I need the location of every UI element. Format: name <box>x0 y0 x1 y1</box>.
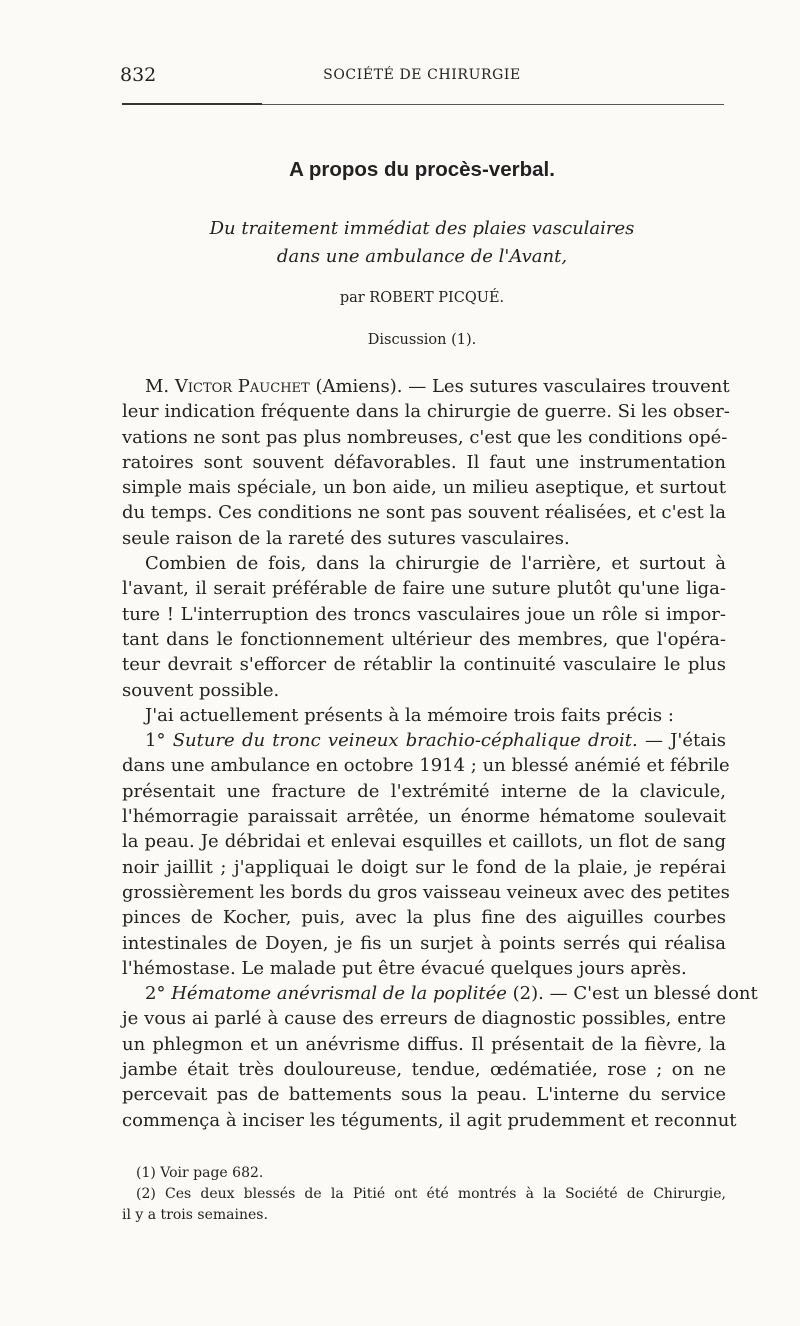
text-line-part: — J'étais <box>644 730 726 752</box>
text-line: tant dans le fonctionnement ultérieur des membres, que l'opéra- <box>122 628 726 650</box>
text-line: leur indication fréquente dans la chirurgie de guerre. Si les obser- <box>122 401 730 423</box>
article-subtitle-line-2: dans une ambulance de l'Avant, <box>276 246 568 267</box>
text-line: la peau. Je débridai et enlevai esquilles et caillots, un flot de sang <box>122 831 726 853</box>
text-line: un phlegmon et un anévrisme diffus. Il présentait de la fièvre, la <box>122 1033 726 1055</box>
text-line: intestinales de Doyen, je fis un surjet à points serrés qui réalisa <box>122 932 726 954</box>
running-header <box>120 64 724 94</box>
text-line: simple mais spéciale, un bon aide, un milieu aseptique, et surtout <box>122 477 726 499</box>
text-line: présentait une fracture de l'extrémité interne de la clavicule, <box>122 780 726 802</box>
case-title: Suture du tronc veineux brachio-céphalique droit. <box>172 730 638 752</box>
footnote-2-continued: il y a trois semaines. <box>122 1207 268 1223</box>
case-number: 2° <box>145 983 166 1005</box>
text-line: percevait pas de battements sous la peau. L'interne du service <box>122 1084 726 1106</box>
text-line: l'hémorragie paraissait arrêtée, un énorme hématome soulevait <box>122 806 726 828</box>
footnote-2: (2) Ces deux blessés de la Pitié ont été montrés à la Société de Chirurgie, <box>136 1186 726 1202</box>
text-line: l'avant, il serait préférable de faire une suture plutôt qu'une liga- <box>122 578 726 600</box>
text-line: J'ai actuellement présents à la mémoire trois faits précis : <box>145 704 674 726</box>
running-head: SOCIÉTÉ DE CHIRURGIE <box>323 67 521 83</box>
text-line: vations ne sont pas plus nombreuses, c'est que les conditions opé- <box>122 426 728 448</box>
footnote-1: (1) Voir page 682. <box>136 1165 264 1181</box>
header-rule-right <box>262 104 724 105</box>
case-number: 1° <box>145 730 166 752</box>
byline: par ROBERT PICQUÉ. <box>339 290 505 306</box>
text-line: du temps. Ces conditions ne sont pas souvent réalisées, et c'est la <box>122 502 726 524</box>
text-line: grossièrement les bords du gros vaisseau veineux avec des petites <box>122 881 730 903</box>
text-line: dans une ambulance en octobre 1914 ; un blessé anémié et fébrile <box>122 755 730 777</box>
speaker-place: (Amiens). <box>315 376 403 397</box>
text-line: l'hémostase. Le malade put être évacué quelques jours après. <box>122 957 687 979</box>
text-line <box>122 728 726 753</box>
text-line: seule raison de la rareté des sutures vasculaires. <box>122 527 570 549</box>
text-line <box>122 981 758 1006</box>
discussion-label: Discussion (1). <box>367 332 477 348</box>
text-line: jambe était très douloureuse, tendue, œdématiée, rose ; on ne <box>122 1059 726 1081</box>
article-subtitle-line-1: Du traitement immédiat des plaies vasculaires <box>209 218 635 239</box>
body-text <box>122 374 758 1133</box>
text-line: teur devrait s'efforcer de rétablir la continuité vasculaire le plus <box>122 654 726 676</box>
case-title: Hématome anévrismal de la poplitée <box>171 983 507 1005</box>
speaker-name: M. Victor Pauchet <box>145 376 310 397</box>
text-line: ratoires sont souvent défavorables. Il faut une instrumentation <box>122 451 726 473</box>
footnotes <box>122 1163 726 1226</box>
text-line-part: (2). — C'est un blessé dont <box>512 983 758 1005</box>
text-line-part: — Les sutures vasculaires trouvent <box>408 376 730 397</box>
article-title: A propos du procès-verbal. <box>289 158 555 181</box>
text-line: pinces de Kocher, puis, avec la plus fine des aiguilles courbes <box>122 907 726 929</box>
text-line: commença à inciser les téguments, il agit prudemment et reconnut <box>122 1109 737 1131</box>
text-line: souvent possible. <box>122 679 280 701</box>
text-line: ture ! L'interruption des troncs vasculaires joue un rôle si impor- <box>122 603 726 625</box>
text-line: noir jaillit ; j'appliquai le doigt sur le fond de la plaie, je repérai <box>122 856 726 878</box>
page-number: 832 <box>120 64 157 86</box>
text-line <box>122 374 730 399</box>
text-line: je vous ai parlé à cause des erreurs de diagnostic possibles, entre <box>122 1008 726 1030</box>
header-rule-left <box>122 103 262 105</box>
text-line: Combien de fois, dans la chirurgie de l'arrière, et surtout à <box>145 553 726 575</box>
